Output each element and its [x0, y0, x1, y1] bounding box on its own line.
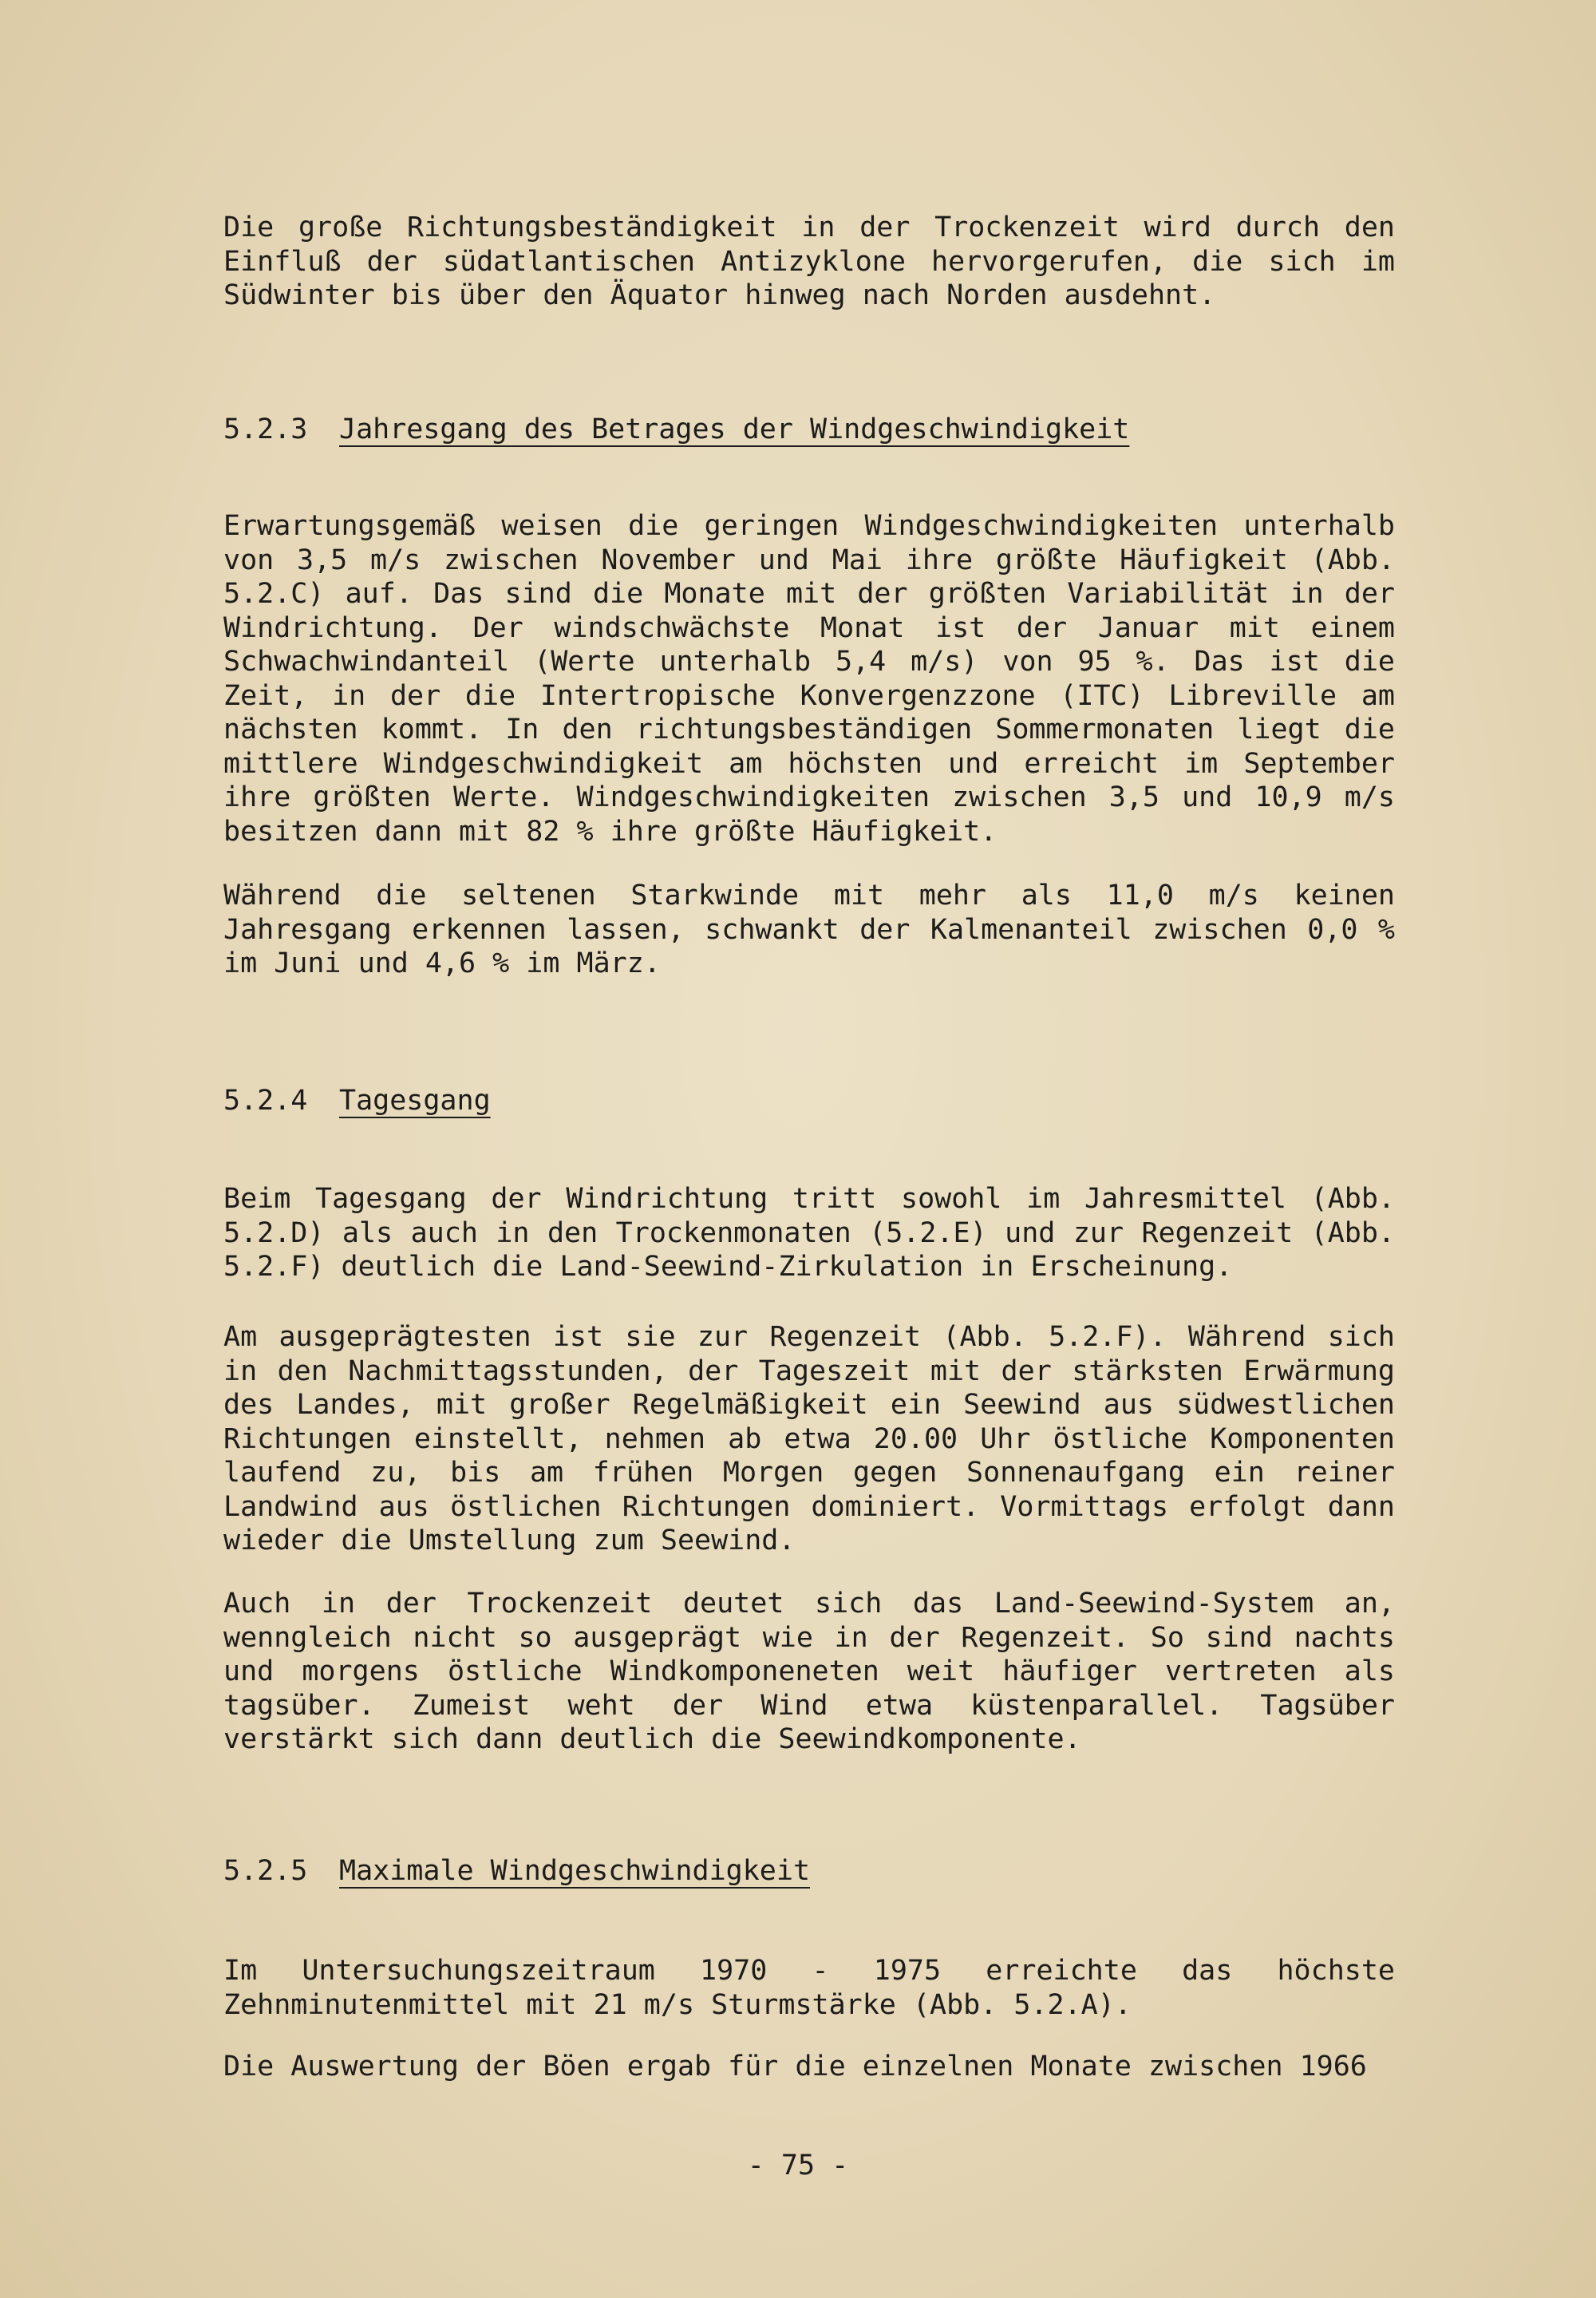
section-heading-5-2-3: [223, 412, 1395, 447]
section-title: Maximale Windgeschwindigkeit: [339, 1855, 811, 1887]
paragraph-jahresgang: Erwartungsgemäß weisen die geringen Windgeschwindigkeiten unterhalb von 3,5 m/s zwischen November und Mai ihre größte Häufigkeit (Abb. 5.2.C) auf. Das sind die Monate mit der größten Variabilität in der Windrichtung. Der windschwächste Monat ist der Januar mit einem Schwachwindanteil (Werte unterhalb 5,4 m/s) von 95 %. Das ist die Zeit, in der die Intertropische Konvergenzzone (ITC) Libreville am nächsten kommt. In den richtungsbeständigen Sommermonaten liegt die mittlere Windgeschwindigkeit am höchsten und erreicht im September ihre größten Werte. Windgeschwindigkeiten zwischen 3,5 und 10,9 m/s besitzen dann mit 82 % ihre größte Häufigkeit.: [223, 510, 1395, 848]
paragraph-starkwinde: Während die seltenen Starkwinde mit mehr als 11,0 m/s keinen Jahresgang erkennen lassen, schwankt der Kalmenanteil zwischen 0,0 % im Juni und 4,6 % im März.: [223, 880, 1395, 979]
section-heading-5-2-4: [223, 1083, 1395, 1118]
paragraph-untersuchungszeitraum: Im Untersuchungszeitraum 1970 - 1975 erreichte das höchste Zehnminutenmittel mit 21 m/s Sturmstärke (Abb. 5.2.A).: [223, 1955, 1395, 2021]
section-title: Tagesgang: [339, 1085, 491, 1117]
section-number: 5.2.5: [223, 1855, 308, 1887]
paragraph-richtungsbestaendigkeit: Die große Richtungsbeständigkeit in der Trockenzeit wird durch den Einfluß der südatlantischen Antizyklone hervorgerufen, die sich im Südwinter bis über den Äquator hinweg nach Norden ausdehnt.: [223, 212, 1395, 311]
paragraph-tagesgang: Beim Tagesgang der Windrichtung tritt sowohl im Jahresmittel (Abb. 5.2.D) als auch in den Trockenmonaten (5.2.E) und zur Regenzeit (Abb. 5.2.F) deutlich die Land-Seewind-Zirkulation in Erscheinung.: [223, 1183, 1395, 1283]
page-number: - 75 -: [747, 2150, 849, 2181]
section-number: 5.2.4: [223, 1085, 308, 1117]
paragraph-trockenzeit: Auch in der Trockenzeit deutet sich das Land-Seewind-System an, wenngleich nicht so ausgeprägt wie in der Regenzeit. So sind nachts und morgens östliche Windkomponeneten weit häufiger vertreten als tagsüber. Zumeist weht der Wind etwa küstenparallel. Tagsüber verstärkt sich dann deutlich die Seewindkomponente.: [223, 1588, 1395, 1755]
section-number: 5.2.3: [223, 413, 308, 445]
section-title: Jahresgang des Betrages der Windgeschwindigkeit: [339, 413, 1130, 445]
section-heading-5-2-5: [223, 1853, 1395, 1889]
paragraph-regenzeit: Am ausgeprägtesten ist sie zur Regenzeit (Abb. 5.2.F). Während sich in den Nachmittagsstunden, der Tageszeit mit der stärksten Erwärmung des Landes, mit großer Regelmäßigkeit ein Seewind aus südwestlichen Richtungen einstellt, nehmen ab etwa 20.00 Uhr östliche Komponenten laufend zu, bis am frühen Morgen gegen Sonnenaufgang ein reiner Landwind aus östlichen Richtungen dominiert. Vormittags erfolgt dann wieder die Umstellung zum Seewind.: [223, 1321, 1395, 1556]
paragraph-boeen: Die Auswertung der Böen ergab für die einzelnen Monate zwischen 1966: [223, 2051, 1367, 2082]
